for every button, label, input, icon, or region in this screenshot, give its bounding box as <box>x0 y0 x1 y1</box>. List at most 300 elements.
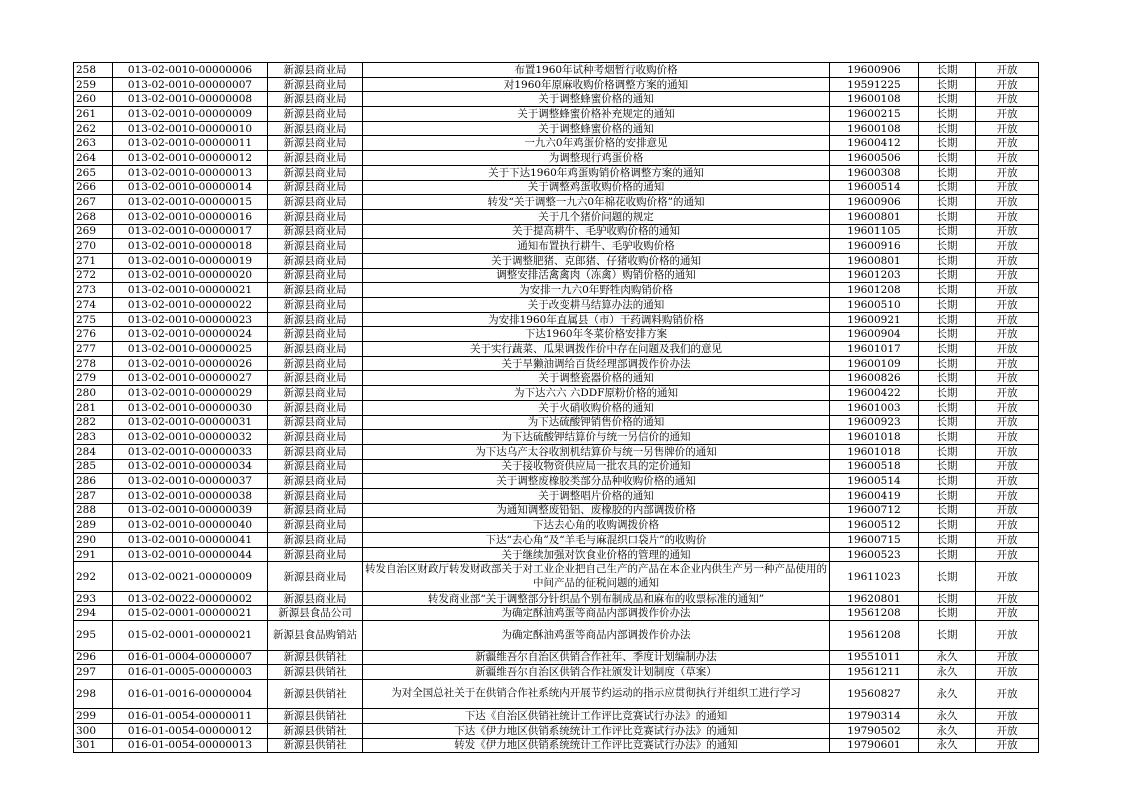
access-status-cell: 开放 <box>976 356 1039 371</box>
document-date-cell: 19790601 <box>830 738 919 753</box>
document-date-cell: 19600514 <box>830 474 919 489</box>
access-status-cell: 开放 <box>976 709 1039 724</box>
retention-term-cell: 长期 <box>919 92 976 107</box>
organization-cell: 新源县商业局 <box>268 239 363 254</box>
retention-term-cell: 长期 <box>919 107 976 122</box>
document-title-cell: 新疆维吾尔自治区供销合作社年、季度计划编制办法 <box>363 650 830 665</box>
retention-term-cell: 长期 <box>919 547 976 562</box>
document-date-cell: 19600921 <box>830 312 919 327</box>
document-date-cell: 19561211 <box>830 665 919 680</box>
retention-term-cell: 长期 <box>919 444 976 459</box>
table-row <box>74 371 1039 386</box>
document-date-cell: 19591225 <box>830 77 919 92</box>
document-title-cell: 对1960年原麻收购价格调整方案的通知 <box>363 77 830 92</box>
row-number-cell: 288 <box>74 503 113 518</box>
organization-cell: 新源县商业局 <box>268 209 363 224</box>
archive-code-cell: 013-02-0010-00000031 <box>113 415 268 430</box>
retention-term-cell: 长期 <box>919 591 976 606</box>
row-number-cell: 264 <box>74 151 113 166</box>
document-title-cell: 下达“去心角”及“羊毛与麻混织口袋片”的收购价 <box>363 533 830 548</box>
document-date-cell: 19551011 <box>830 650 919 665</box>
retention-term-cell: 长期 <box>919 518 976 533</box>
document-date-cell: 19600512 <box>830 518 919 533</box>
row-number-cell: 278 <box>74 356 113 371</box>
row-number-cell: 270 <box>74 239 113 254</box>
archive-code-cell: 013-02-0010-00000034 <box>113 459 268 474</box>
retention-term-cell: 长期 <box>919 430 976 445</box>
document-title-cell: 新疆维吾尔自治区供销合作社颁发计划制度（草案） <box>363 665 830 680</box>
document-date-cell: 19600514 <box>830 180 919 195</box>
archive-code-cell: 016-01-0054-00000011 <box>113 709 268 724</box>
retention-term-cell: 长期 <box>919 415 976 430</box>
row-number-cell: 291 <box>74 547 113 562</box>
organization-cell: 新源县商业局 <box>268 165 363 180</box>
document-title-cell: 为确定酥油鸡蛋等商品内部调拨作价办法 <box>363 621 830 650</box>
row-number-cell: 274 <box>74 298 113 313</box>
document-title-cell: 关于调整肥猪、克郎猪、仔猪收购价格的通知 <box>363 253 830 268</box>
retention-term-cell: 长期 <box>919 503 976 518</box>
archive-code-cell: 013-02-0010-00000008 <box>113 92 268 107</box>
table-row <box>74 533 1039 548</box>
organization-cell: 新源县商业局 <box>268 107 363 122</box>
document-title-cell: 转发商业部“关于调整部分针织品个别布制成品和麻布的收票标准的通知” <box>363 591 830 606</box>
access-status-cell: 开放 <box>976 283 1039 298</box>
archive-code-cell: 015-02-0001-00000021 <box>113 606 268 621</box>
organization-cell: 新源县商业局 <box>268 386 363 401</box>
access-status-cell: 开放 <box>976 327 1039 342</box>
archive-code-cell: 013-02-0010-00000029 <box>113 386 268 401</box>
table-row <box>74 268 1039 283</box>
retention-term-cell: 长期 <box>919 386 976 401</box>
table-row <box>74 195 1039 210</box>
archive-code-cell: 013-02-0010-00000039 <box>113 503 268 518</box>
table-row <box>74 459 1039 474</box>
table-row <box>74 165 1039 180</box>
row-number-cell: 300 <box>74 723 113 738</box>
organization-cell: 新源县商业局 <box>268 591 363 606</box>
access-status-cell: 开放 <box>976 591 1039 606</box>
access-status-cell: 开放 <box>976 518 1039 533</box>
document-date-cell: 19600906 <box>830 195 919 210</box>
retention-term-cell: 长期 <box>919 533 976 548</box>
access-status-cell: 开放 <box>976 621 1039 650</box>
document-title-cell: 下达1960年冬菜价格安排方案 <box>363 327 830 342</box>
document-title-cell: 关于下达1960年鸡蛋购销价格调整方案的通知 <box>363 165 830 180</box>
document-title-cell: 关于实行蔬菜、瓜果调拨作价中存在问题及我们的意见 <box>363 342 830 357</box>
retention-term-cell: 长期 <box>919 488 976 503</box>
document-date-cell: 19600904 <box>830 327 919 342</box>
access-status-cell: 开放 <box>976 533 1039 548</box>
organization-cell: 新源县食品公司 <box>268 606 363 621</box>
document-date-cell: 19600419 <box>830 488 919 503</box>
document-title-cell: 一九六0年鸡蛋价格的安排意见 <box>363 136 830 151</box>
access-status-cell: 开放 <box>976 665 1039 680</box>
organization-cell: 新源县商业局 <box>268 400 363 415</box>
retention-term-cell: 永久 <box>919 738 976 753</box>
retention-term-cell: 长期 <box>919 165 976 180</box>
table-row <box>74 239 1039 254</box>
row-number-cell: 258 <box>74 63 113 78</box>
table-row <box>74 591 1039 606</box>
document-date-cell: 19600923 <box>830 415 919 430</box>
organization-cell: 新源县商业局 <box>268 151 363 166</box>
document-title-cell: 下达去心角的收购调拨价格 <box>363 518 830 533</box>
row-number-cell: 296 <box>74 650 113 665</box>
organization-cell: 新源县供销社 <box>268 650 363 665</box>
row-number-cell: 259 <box>74 77 113 92</box>
table-row <box>74 180 1039 195</box>
organization-cell: 新源县商业局 <box>268 327 363 342</box>
archive-code-cell: 013-02-0010-00000032 <box>113 430 268 445</box>
table-row <box>74 488 1039 503</box>
document-title-cell: 为对全国总社关于在供销合作社系统内开展节约运动的指示应贯彻执行并组织工进行学习 <box>363 679 830 708</box>
access-status-cell: 开放 <box>976 136 1039 151</box>
row-number-cell: 272 <box>74 268 113 283</box>
retention-term-cell: 长期 <box>919 239 976 254</box>
document-title-cell: 下达《自治区供销社统计工作评比竞赛试行办法》的通知 <box>363 709 830 724</box>
organization-cell: 新源县商业局 <box>268 312 363 327</box>
organization-cell: 新源县供销社 <box>268 723 363 738</box>
row-number-cell: 290 <box>74 533 113 548</box>
document-title-cell: 下达《伊力地区供销系统统计工作评比竞赛试行办法》的通知 <box>363 723 830 738</box>
access-status-cell: 开放 <box>976 253 1039 268</box>
table-row <box>74 665 1039 680</box>
access-status-cell: 开放 <box>976 547 1039 562</box>
retention-term-cell: 长期 <box>919 136 976 151</box>
row-number-cell: 282 <box>74 415 113 430</box>
access-status-cell: 开放 <box>976 386 1039 401</box>
table-row <box>74 400 1039 415</box>
row-number-cell: 269 <box>74 224 113 239</box>
document-title-cell: 关于调整唱片价格的通知 <box>363 488 830 503</box>
organization-cell: 新源县商业局 <box>268 488 363 503</box>
table-row <box>74 224 1039 239</box>
document-title-cell: 关于改变耕马结算办法的通知 <box>363 298 830 313</box>
document-title-cell: 关于继续加强对饮食业价格的管理的通知 <box>363 547 830 562</box>
access-status-cell: 开放 <box>976 679 1039 708</box>
row-number-cell: 292 <box>74 562 113 591</box>
document-date-cell: 19601203 <box>830 268 919 283</box>
retention-term-cell: 长期 <box>919 459 976 474</box>
document-date-cell: 19600712 <box>830 503 919 518</box>
access-status-cell: 开放 <box>976 738 1039 753</box>
row-number-cell: 295 <box>74 621 113 650</box>
retention-term-cell: 长期 <box>919 621 976 650</box>
archive-code-cell: 016-01-0054-00000012 <box>113 723 268 738</box>
document-title-cell: 关于旱獭油调给百货经理部调拨作价办法 <box>363 356 830 371</box>
archive-code-cell: 013-02-0010-00000007 <box>113 77 268 92</box>
table-row <box>74 606 1039 621</box>
organization-cell: 新源县供销社 <box>268 665 363 680</box>
row-number-cell: 283 <box>74 430 113 445</box>
retention-term-cell: 长期 <box>919 195 976 210</box>
archive-code-cell: 013-02-0010-00000038 <box>113 488 268 503</box>
access-status-cell: 开放 <box>976 121 1039 136</box>
organization-cell: 新源县商业局 <box>268 224 363 239</box>
document-date-cell: 19790314 <box>830 709 919 724</box>
organization-cell: 新源县商业局 <box>268 371 363 386</box>
access-status-cell: 开放 <box>976 63 1039 78</box>
access-status-cell: 开放 <box>976 107 1039 122</box>
document-date-cell: 19601018 <box>830 430 919 445</box>
organization-cell: 新源县商业局 <box>268 253 363 268</box>
table-row <box>74 356 1039 371</box>
document-date-cell: 19601105 <box>830 224 919 239</box>
archive-code-cell: 013-02-0010-00000041 <box>113 533 268 548</box>
document-date-cell: 19601018 <box>830 444 919 459</box>
table-row <box>74 92 1039 107</box>
row-number-cell: 281 <box>74 400 113 415</box>
document-title-cell: 布置1960年试种考烟暂行收购价格 <box>363 63 830 78</box>
archive-code-cell: 013-02-0010-00000017 <box>113 224 268 239</box>
document-date-cell: 19611023 <box>830 562 919 591</box>
access-status-cell: 开放 <box>976 650 1039 665</box>
access-status-cell: 开放 <box>976 268 1039 283</box>
retention-term-cell: 永久 <box>919 723 976 738</box>
organization-cell: 新源县商业局 <box>268 92 363 107</box>
organization-cell: 新源县商业局 <box>268 77 363 92</box>
table-row <box>74 209 1039 224</box>
row-number-cell: 280 <box>74 386 113 401</box>
access-status-cell: 开放 <box>976 415 1039 430</box>
retention-term-cell: 长期 <box>919 283 976 298</box>
table-row <box>74 738 1039 753</box>
archive-code-cell: 013-02-0010-00000033 <box>113 444 268 459</box>
archive-code-cell: 013-02-0010-00000018 <box>113 239 268 254</box>
retention-term-cell: 长期 <box>919 356 976 371</box>
archive-catalog-table <box>73 62 1039 753</box>
document-title-cell: 关于调整蜂蜜价格补充规定的通知 <box>363 107 830 122</box>
table-row <box>74 107 1039 122</box>
archive-code-cell: 013-02-0010-00000011 <box>113 136 268 151</box>
retention-term-cell: 永久 <box>919 650 976 665</box>
table-row <box>74 121 1039 136</box>
organization-cell: 新源县商业局 <box>268 342 363 357</box>
row-number-cell: 263 <box>74 136 113 151</box>
document-title-cell: 转发自治区财政厅转发财政部关于对工业企业把自己生产的产品在本企业内供生产另一种产品使用的中间产品的征税问题的通知 <box>363 562 830 591</box>
access-status-cell: 开放 <box>976 180 1039 195</box>
table-row <box>74 342 1039 357</box>
retention-term-cell: 永久 <box>919 709 976 724</box>
organization-cell: 新源县商业局 <box>268 298 363 313</box>
document-date-cell: 19600801 <box>830 209 919 224</box>
organization-cell: 新源县商业局 <box>268 121 363 136</box>
document-title-cell: 关于调整蜂蜜价格的通知 <box>363 92 830 107</box>
organization-cell: 新源县商业局 <box>268 136 363 151</box>
organization-cell: 新源县供销社 <box>268 738 363 753</box>
table-row <box>74 312 1039 327</box>
organization-cell: 新源县食品购销站 <box>268 621 363 650</box>
organization-cell: 新源县供销社 <box>268 709 363 724</box>
row-number-cell: 275 <box>74 312 113 327</box>
archive-code-cell: 016-01-0004-00000007 <box>113 650 268 665</box>
table-row <box>74 386 1039 401</box>
document-date-cell: 19600422 <box>830 386 919 401</box>
document-title-cell: 为下达六六 六DDF原粉价格的通知 <box>363 386 830 401</box>
table-row <box>74 503 1039 518</box>
archive-code-cell: 013-02-0010-00000025 <box>113 342 268 357</box>
document-title-cell: 为安排1960年直属县（市）干药调料购销价格 <box>363 312 830 327</box>
organization-cell: 新源县商业局 <box>268 562 363 591</box>
access-status-cell: 开放 <box>976 209 1039 224</box>
row-number-cell: 285 <box>74 459 113 474</box>
table-row <box>74 709 1039 724</box>
archive-code-cell: 016-01-0054-00000013 <box>113 738 268 753</box>
retention-term-cell: 长期 <box>919 253 976 268</box>
table-row <box>74 474 1039 489</box>
document-date-cell: 19600523 <box>830 547 919 562</box>
archive-code-cell: 013-02-0010-00000012 <box>113 151 268 166</box>
retention-term-cell: 长期 <box>919 268 976 283</box>
table-row <box>74 415 1039 430</box>
document-date-cell: 19601017 <box>830 342 919 357</box>
access-status-cell: 开放 <box>976 723 1039 738</box>
access-status-cell: 开放 <box>976 239 1039 254</box>
retention-term-cell: 长期 <box>919 606 976 621</box>
document-date-cell: 19561208 <box>830 606 919 621</box>
organization-cell: 新源县商业局 <box>268 518 363 533</box>
document-title-cell: 关于调整鸡蛋收购价格的通知 <box>363 180 830 195</box>
document-date-cell: 19600518 <box>830 459 919 474</box>
access-status-cell: 开放 <box>976 400 1039 415</box>
organization-cell: 新源县商业局 <box>268 474 363 489</box>
retention-term-cell: 长期 <box>919 63 976 78</box>
row-number-cell: 299 <box>74 709 113 724</box>
retention-term-cell: 长期 <box>919 562 976 591</box>
document-title-cell: 关于火硝收购价格的通知 <box>363 400 830 415</box>
access-status-cell: 开放 <box>976 342 1039 357</box>
archive-code-cell: 013-02-0010-00000014 <box>113 180 268 195</box>
organization-cell: 新源县商业局 <box>268 459 363 474</box>
row-number-cell: 265 <box>74 165 113 180</box>
row-number-cell: 284 <box>74 444 113 459</box>
document-date-cell: 19600510 <box>830 298 919 313</box>
table-row <box>74 679 1039 708</box>
organization-cell: 新源县供销社 <box>268 679 363 708</box>
retention-term-cell: 长期 <box>919 298 976 313</box>
document-title-cell: 转发《伊力地区供销系统统计工作评比竞赛试行办法》的通知 <box>363 738 830 753</box>
document-title-cell: 为下达硫酸钾销售价格的通知 <box>363 415 830 430</box>
organization-cell: 新源县商业局 <box>268 356 363 371</box>
retention-term-cell: 长期 <box>919 400 976 415</box>
archive-code-cell: 013-02-0010-00000026 <box>113 356 268 371</box>
table-row <box>74 430 1039 445</box>
document-date-cell: 19600308 <box>830 165 919 180</box>
archive-code-cell: 013-02-0010-00000030 <box>113 400 268 415</box>
archive-code-cell: 013-02-0010-00000023 <box>113 312 268 327</box>
row-number-cell: 294 <box>74 606 113 621</box>
archive-code-cell: 013-02-0010-00000022 <box>113 298 268 313</box>
access-status-cell: 开放 <box>976 503 1039 518</box>
archive-code-cell: 013-02-0010-00000006 <box>113 63 268 78</box>
document-date-cell: 19620801 <box>830 591 919 606</box>
archive-code-cell: 013-02-0010-00000013 <box>113 165 268 180</box>
table-row <box>74 547 1039 562</box>
retention-term-cell: 长期 <box>919 342 976 357</box>
organization-cell: 新源县商业局 <box>268 195 363 210</box>
retention-term-cell: 长期 <box>919 312 976 327</box>
row-number-cell: 262 <box>74 121 113 136</box>
row-number-cell: 266 <box>74 180 113 195</box>
access-status-cell: 开放 <box>976 459 1039 474</box>
archive-code-cell: 013-02-0010-00000016 <box>113 209 268 224</box>
document-date-cell: 19790502 <box>830 723 919 738</box>
document-date-cell: 19600906 <box>830 63 919 78</box>
archive-code-cell: 013-02-0022-00000002 <box>113 591 268 606</box>
access-status-cell: 开放 <box>976 165 1039 180</box>
row-number-cell: 276 <box>74 327 113 342</box>
table-row <box>74 327 1039 342</box>
document-title-cell: 通知布置执行耕牛、毛驴收购价格 <box>363 239 830 254</box>
document-title-cell: 关于接收物资供应局一批农具的定价通知 <box>363 459 830 474</box>
access-status-cell: 开放 <box>976 77 1039 92</box>
document-title-cell: 为安排一九六0年野牲肉购销价格 <box>363 283 830 298</box>
document-date-cell: 19600916 <box>830 239 919 254</box>
document-title-cell: 为通知调整废铅铝、废橡胶的内部调拨价格 <box>363 503 830 518</box>
row-number-cell: 297 <box>74 665 113 680</box>
retention-term-cell: 长期 <box>919 151 976 166</box>
table-row <box>74 723 1039 738</box>
retention-term-cell: 长期 <box>919 77 976 92</box>
row-number-cell: 293 <box>74 591 113 606</box>
row-number-cell: 289 <box>74 518 113 533</box>
access-status-cell: 开放 <box>976 371 1039 386</box>
retention-term-cell: 长期 <box>919 474 976 489</box>
document-date-cell: 19561208 <box>830 621 919 650</box>
access-status-cell: 开放 <box>976 606 1039 621</box>
table-row <box>74 562 1039 591</box>
access-status-cell: 开放 <box>976 92 1039 107</box>
organization-cell: 新源县商业局 <box>268 533 363 548</box>
archive-code-cell: 013-02-0010-00000020 <box>113 268 268 283</box>
table-row <box>74 283 1039 298</box>
access-status-cell: 开放 <box>976 224 1039 239</box>
document-date-cell: 19600108 <box>830 121 919 136</box>
row-number-cell: 301 <box>74 738 113 753</box>
organization-cell: 新源县商业局 <box>268 547 363 562</box>
document-date-cell: 19600715 <box>830 533 919 548</box>
retention-term-cell: 长期 <box>919 180 976 195</box>
document-title-cell: 转发“关于调整一九六0年棉花收购价格”的通知 <box>363 195 830 210</box>
organization-cell: 新源县商业局 <box>268 63 363 78</box>
table-row <box>74 151 1039 166</box>
organization-cell: 新源县商业局 <box>268 430 363 445</box>
row-number-cell: 287 <box>74 488 113 503</box>
organization-cell: 新源县商业局 <box>268 283 363 298</box>
table-row <box>74 63 1039 78</box>
row-number-cell: 279 <box>74 371 113 386</box>
document-title-cell: 调整安排活禽禽肉（冻禽）购销价格的通知 <box>363 268 830 283</box>
organization-cell: 新源县商业局 <box>268 415 363 430</box>
document-title-cell: 关于几个猪价问题的规定 <box>363 209 830 224</box>
access-status-cell: 开放 <box>976 298 1039 313</box>
document-date-cell: 19600108 <box>830 92 919 107</box>
row-number-cell: 268 <box>74 209 113 224</box>
retention-term-cell: 长期 <box>919 121 976 136</box>
archive-code-cell: 013-02-0010-00000021 <box>113 283 268 298</box>
document-date-cell: 19600109 <box>830 356 919 371</box>
table-body <box>74 63 1039 753</box>
row-number-cell: 298 <box>74 679 113 708</box>
document-date-cell: 19600412 <box>830 136 919 151</box>
retention-term-cell: 永久 <box>919 665 976 680</box>
archive-code-cell: 016-01-0016-00000004 <box>113 679 268 708</box>
archive-code-cell: 013-02-0010-00000044 <box>113 547 268 562</box>
organization-cell: 新源县商业局 <box>268 503 363 518</box>
row-number-cell: 260 <box>74 92 113 107</box>
archive-code-cell: 013-02-0010-00000019 <box>113 253 268 268</box>
table-row <box>74 77 1039 92</box>
